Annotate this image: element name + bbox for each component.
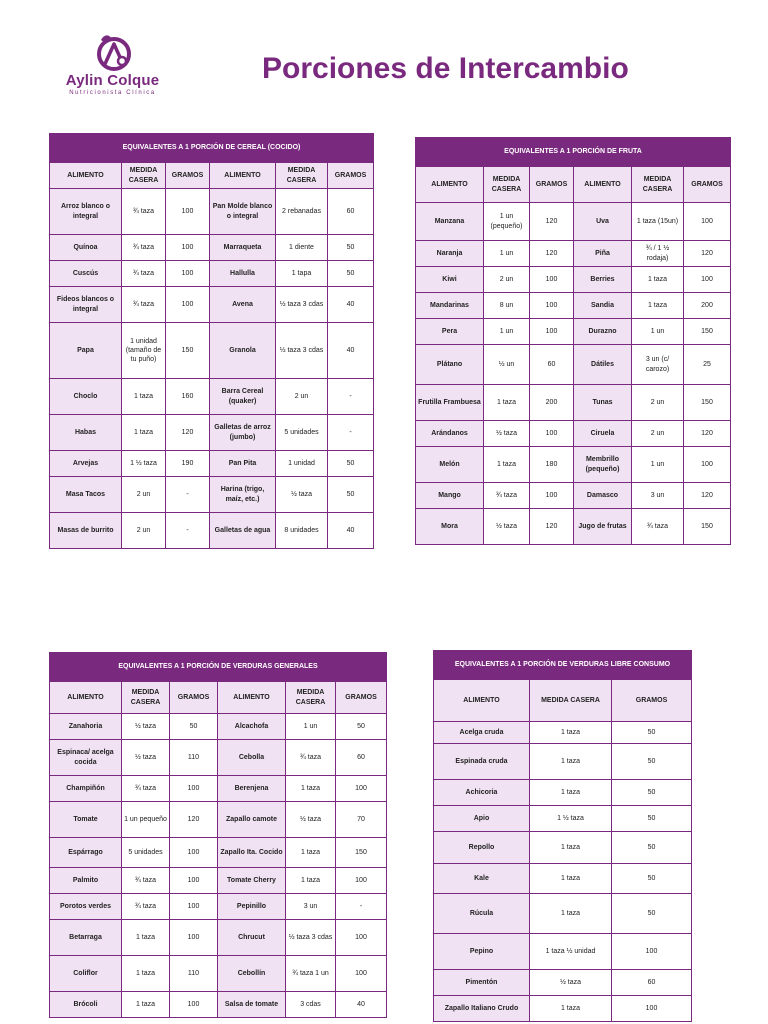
grams-cell: 50 [612, 894, 692, 934]
household-measure-cell: 1 taza [122, 379, 166, 415]
food-name-cell: Espárrago [50, 838, 122, 868]
brand-name: Aylin Colque [65, 72, 160, 89]
household-measure-cell: ¾ taza [484, 483, 530, 509]
grams-cell: - [166, 477, 210, 513]
grams-cell: 100 [166, 261, 210, 287]
table-row [50, 776, 387, 802]
grams-cell: 50 [328, 261, 374, 287]
table-row [416, 241, 731, 267]
household-measure-cell: ½ taza 3 cdas [276, 323, 328, 379]
grams-cell: 120 [684, 483, 731, 509]
food-name-cell: Berenjena [218, 776, 286, 802]
table-row [50, 802, 387, 838]
table-row [50, 868, 387, 894]
food-name-cell: Zapallo camote [218, 802, 286, 838]
household-measure-cell: 2 un [122, 513, 166, 549]
column-header: MEDIDA CASERA [122, 163, 166, 189]
grams-cell: 190 [166, 451, 210, 477]
grams-cell: 150 [336, 838, 387, 868]
food-name-cell: Pepino [434, 934, 530, 970]
grams-cell: 60 [530, 345, 574, 385]
grams-cell: 40 [336, 992, 387, 1018]
column-header: ALIMENTO [50, 682, 122, 714]
food-name-cell: Alcachofa [218, 714, 286, 740]
food-name-cell: Ciruela [574, 421, 632, 447]
household-measure-cell: ½ un [484, 345, 530, 385]
table-row [50, 235, 374, 261]
household-measure-cell: 1 taza [632, 293, 684, 319]
household-measure-cell: 8 un [484, 293, 530, 319]
table-row [416, 345, 731, 385]
table-row [416, 421, 731, 447]
household-measure-cell: 1 taza [484, 385, 530, 421]
free-vegetables-table [433, 650, 692, 1022]
household-measure-cell: 5 unidades [276, 415, 328, 451]
general-vegetables-caption: EQUIVALENTES A 1 PORCIÓN DE VERDURAS GENERALES [50, 653, 387, 682]
grams-cell: 100 [530, 267, 574, 293]
food-name-cell: Arroz blanco o integral [50, 189, 122, 235]
grams-cell: 50 [170, 714, 218, 740]
fruit-table [415, 137, 731, 545]
household-measure-cell: 1 taza [286, 776, 336, 802]
food-name-cell: Galletas de arroz (jumbo) [210, 415, 276, 451]
grams-cell: 100 [530, 483, 574, 509]
household-measure-cell: 1 taza [122, 415, 166, 451]
page-title: Porciones de Intercambio [262, 52, 629, 85]
household-measure-cell: 1 un [484, 241, 530, 267]
table-row [50, 992, 387, 1018]
grams-cell: - [328, 415, 374, 451]
grams-cell: 100 [170, 920, 218, 956]
household-measure-cell: 1 taza [530, 832, 612, 864]
table-row [50, 415, 374, 451]
household-measure-cell: ¾ taza [122, 894, 170, 920]
general-vegetables-table [49, 652, 387, 1018]
column-header: MEDIDA CASERA [286, 682, 336, 714]
grams-cell: 50 [328, 235, 374, 261]
column-header: ALIMENTO [416, 167, 484, 203]
food-name-cell: Acelga cruda [434, 722, 530, 744]
food-name-cell: Pan Pita [210, 451, 276, 477]
food-name-cell: Zanahoria [50, 714, 122, 740]
household-measure-cell: 2 un [276, 379, 328, 415]
food-name-cell: Espinaca/ acelga cocida [50, 740, 122, 776]
food-name-cell: Dátiles [574, 345, 632, 385]
table-row [434, 722, 692, 744]
grams-cell: - [166, 513, 210, 549]
food-name-cell: Porotos verdes [50, 894, 122, 920]
fruit-table-caption: EQUIVALENTES A 1 PORCIÓN DE FRUTA [416, 138, 731, 167]
table-row [434, 744, 692, 780]
grams-cell: 50 [336, 714, 387, 740]
food-name-cell: Uva [574, 203, 632, 241]
food-name-cell: Mora [416, 509, 484, 545]
food-name-cell: Melón [416, 447, 484, 483]
food-name-cell: Coliflor [50, 956, 122, 992]
food-name-cell: Achicoria [434, 780, 530, 806]
household-measure-cell: ¾ taza [122, 868, 170, 894]
column-header: ALIMENTO [434, 680, 530, 722]
food-name-cell: Zapallo Italiano Crudo [434, 996, 530, 1022]
grams-cell: 50 [612, 780, 692, 806]
grams-cell: 100 [166, 287, 210, 323]
household-measure-cell: 1 ½ taza [530, 806, 612, 832]
food-name-cell: Berries [574, 267, 632, 293]
table-row [416, 483, 731, 509]
food-name-cell: Repollo [434, 832, 530, 864]
household-measure-cell: 1 taza [632, 267, 684, 293]
table-row [50, 714, 387, 740]
table-row [416, 267, 731, 293]
column-header: MEDIDA CASERA [632, 167, 684, 203]
grams-cell: 50 [612, 864, 692, 894]
column-header: GRAMOS [328, 163, 374, 189]
food-name-cell: Tunas [574, 385, 632, 421]
household-measure-cell: 1 taza [530, 722, 612, 744]
grams-cell: 50 [612, 806, 692, 832]
food-name-cell: Mandarinas [416, 293, 484, 319]
household-measure-cell: ½ taza [122, 714, 170, 740]
table-row [50, 740, 387, 776]
food-name-cell: Kiwi [416, 267, 484, 293]
food-name-cell: Tomate [50, 802, 122, 838]
table-row [434, 806, 692, 832]
food-name-cell: Pan Molde blanco o integral [210, 189, 276, 235]
food-name-cell: Brócoli [50, 992, 122, 1018]
food-name-cell: Galletas de agua [210, 513, 276, 549]
grams-cell: 120 [684, 421, 731, 447]
table-row [50, 189, 374, 235]
household-measure-cell: 5 unidades [122, 838, 170, 868]
table-row [434, 894, 692, 934]
free-vegetables-caption: EQUIVALENTES A 1 PORCIÓN DE VERDURAS LIBRE CONSUMO [434, 651, 692, 680]
food-name-cell: Chrucut [218, 920, 286, 956]
grams-cell: 100 [530, 421, 574, 447]
food-name-cell: Masas de burrito [50, 513, 122, 549]
household-measure-cell: 1 taza [122, 956, 170, 992]
household-measure-cell: 1 un [286, 714, 336, 740]
food-name-cell: Manzana [416, 203, 484, 241]
grams-cell: 100 [336, 956, 387, 992]
column-header: MEDIDA CASERA [276, 163, 328, 189]
household-measure-cell: 2 rebanadas [276, 189, 328, 235]
column-header: ALIMENTO [50, 163, 122, 189]
household-measure-cell: 1 taza [286, 838, 336, 868]
food-name-cell: Naranja [416, 241, 484, 267]
food-name-cell: Piña [574, 241, 632, 267]
household-measure-cell: 1 taza [530, 864, 612, 894]
food-name-cell: Barra Cereal (quaker) [210, 379, 276, 415]
household-measure-cell: 3 un [632, 483, 684, 509]
table-row [416, 203, 731, 241]
grams-cell: 40 [328, 513, 374, 549]
food-name-cell: Fideos blancos o integral [50, 287, 122, 323]
food-name-cell: Pera [416, 319, 484, 345]
table-row [50, 261, 374, 287]
household-measure-cell: 1 taza [286, 868, 336, 894]
grams-cell: 150 [684, 509, 731, 545]
food-name-cell: Arándanos [416, 421, 484, 447]
household-measure-cell: 1 un [484, 319, 530, 345]
food-name-cell: Kale [434, 864, 530, 894]
column-header: GRAMOS [530, 167, 574, 203]
food-name-cell: Plátano [416, 345, 484, 385]
grams-cell: 110 [170, 956, 218, 992]
food-name-cell: Arvejas [50, 451, 122, 477]
column-header: GRAMOS [336, 682, 387, 714]
grams-cell: 60 [328, 189, 374, 235]
grams-cell: 150 [684, 319, 731, 345]
table-row [416, 385, 731, 421]
column-header: MEDIDA CASERA [484, 167, 530, 203]
household-measure-cell: ¾ taza 1 un [286, 956, 336, 992]
food-name-cell: Quínoa [50, 235, 122, 261]
food-name-cell: Champiñón [50, 776, 122, 802]
grams-cell: 100 [684, 203, 731, 241]
grams-cell: 40 [328, 323, 374, 379]
column-header: MEDIDA CASERA [530, 680, 612, 722]
grams-cell: 100 [530, 319, 574, 345]
household-measure-cell: 2 un [632, 385, 684, 421]
household-measure-cell: 1 un pequeño [122, 802, 170, 838]
logo-mark-icon [91, 32, 135, 72]
grams-cell: 120 [530, 241, 574, 267]
food-name-cell: Salsa de tomate [218, 992, 286, 1018]
cereal-table-caption: EQUIVALENTES A 1 PORCIÓN DE CEREAL (COCIDO) [50, 134, 374, 163]
food-name-cell: Cebolla [218, 740, 286, 776]
food-name-cell: Betarraga [50, 920, 122, 956]
grams-cell: 180 [530, 447, 574, 483]
household-measure-cell: 2 un [632, 421, 684, 447]
grams-cell: 160 [166, 379, 210, 415]
food-name-cell: Jugo de frutas [574, 509, 632, 545]
household-measure-cell: 1 taza [530, 894, 612, 934]
household-measure-cell: 2 un [484, 267, 530, 293]
food-name-cell: Tomate Cherry [218, 868, 286, 894]
food-name-cell: Marraqueta [210, 235, 276, 261]
grams-cell: 100 [170, 776, 218, 802]
household-measure-cell: 1 taza [484, 447, 530, 483]
grams-cell: 200 [530, 385, 574, 421]
household-measure-cell: ½ taza [484, 509, 530, 545]
table-row [434, 780, 692, 806]
food-name-cell: Habas [50, 415, 122, 451]
food-name-cell: Masa Tacos [50, 477, 122, 513]
column-header: ALIMENTO [218, 682, 286, 714]
household-measure-cell: 3 cdas [286, 992, 336, 1018]
table-row [416, 509, 731, 545]
household-measure-cell: 1 tapa [276, 261, 328, 287]
table-row [50, 379, 374, 415]
household-measure-cell: 8 unidades [276, 513, 328, 549]
table-row [50, 513, 374, 549]
cereal-table [49, 133, 374, 549]
food-name-cell: Cuscús [50, 261, 122, 287]
food-name-cell: Apio [434, 806, 530, 832]
grams-cell: 100 [530, 293, 574, 319]
column-header: MEDIDA CASERA [122, 682, 170, 714]
household-measure-cell: 1 taza [530, 780, 612, 806]
food-name-cell: Mango [416, 483, 484, 509]
table-row [434, 996, 692, 1022]
food-name-cell: Cebollín [218, 956, 286, 992]
grams-cell: - [336, 894, 387, 920]
column-header: GRAMOS [612, 680, 692, 722]
table-row [50, 894, 387, 920]
grams-cell: 25 [684, 345, 731, 385]
food-name-cell: Granola [210, 323, 276, 379]
food-name-cell: Damasco [574, 483, 632, 509]
grams-cell: 150 [684, 385, 731, 421]
table-row [434, 934, 692, 970]
table-row [416, 293, 731, 319]
grams-cell: 40 [328, 287, 374, 323]
food-name-cell: Zapallo Ita. Cocido [218, 838, 286, 868]
household-measure-cell: 1 un (pequeño) [484, 203, 530, 241]
grams-cell: 100 [170, 868, 218, 894]
household-measure-cell: ¾ taza [122, 776, 170, 802]
grams-cell: 200 [684, 293, 731, 319]
grams-cell: 120 [166, 415, 210, 451]
table-row [50, 451, 374, 477]
food-name-cell: Durazno [574, 319, 632, 345]
household-measure-cell: 1 diente [276, 235, 328, 261]
household-measure-cell: 1 taza ½ unidad [530, 934, 612, 970]
household-measure-cell: 2 un [122, 477, 166, 513]
household-measure-cell: ¾ taza [632, 509, 684, 545]
household-measure-cell: 1 un [632, 319, 684, 345]
table-row [50, 477, 374, 513]
household-measure-cell: ½ taza [484, 421, 530, 447]
household-measure-cell: 1 unidad (tamaño de tu puño) [122, 323, 166, 379]
table-row [434, 864, 692, 894]
grams-cell: 100 [336, 868, 387, 894]
household-measure-cell: 1 taza (15un) [632, 203, 684, 241]
household-measure-cell: ¾ taza [122, 287, 166, 323]
grams-cell: 100 [170, 894, 218, 920]
grams-cell: 50 [328, 477, 374, 513]
household-measure-cell: ½ taza [276, 477, 328, 513]
table-row [50, 323, 374, 379]
grams-cell: 100 [166, 235, 210, 261]
household-measure-cell: ¾ taza [286, 740, 336, 776]
column-header: ALIMENTO [574, 167, 632, 203]
grams-cell: 50 [328, 451, 374, 477]
grams-cell: 50 [612, 744, 692, 780]
grams-cell: 100 [170, 838, 218, 868]
grams-cell: 100 [166, 189, 210, 235]
food-name-cell: Membrillo (pequeño) [574, 447, 632, 483]
grams-cell: 70 [336, 802, 387, 838]
household-measure-cell: ½ taza [286, 802, 336, 838]
food-name-cell: Palmito [50, 868, 122, 894]
table-row [416, 319, 731, 345]
food-name-cell: Espinada cruda [434, 744, 530, 780]
food-name-cell: Papa [50, 323, 122, 379]
household-measure-cell: ½ taza [122, 740, 170, 776]
grams-cell: 150 [166, 323, 210, 379]
food-name-cell: Choclo [50, 379, 122, 415]
household-measure-cell: 1 ½ taza [122, 451, 166, 477]
table-row [50, 956, 387, 992]
household-measure-cell: 1 taza [122, 920, 170, 956]
food-name-cell: Pimentón [434, 970, 530, 996]
table-row [50, 287, 374, 323]
grams-cell: 120 [530, 203, 574, 241]
brand-logo [60, 32, 165, 104]
household-measure-cell: ¾ taza [122, 235, 166, 261]
food-name-cell: Hallulla [210, 261, 276, 287]
grams-cell: 120 [530, 509, 574, 545]
grams-cell: 100 [336, 776, 387, 802]
table-row [50, 920, 387, 956]
grams-cell: 100 [170, 992, 218, 1018]
household-measure-cell: ½ taza [530, 970, 612, 996]
column-header: GRAMOS [684, 167, 731, 203]
grams-cell: 60 [336, 740, 387, 776]
food-name-cell: Rúcula [434, 894, 530, 934]
food-name-cell: Pepinillo [218, 894, 286, 920]
grams-cell: 60 [612, 970, 692, 996]
grams-cell: 100 [612, 996, 692, 1022]
table-row [50, 838, 387, 868]
brand-subtitle: Nutricionista Clínica [69, 90, 156, 96]
grams-cell: 100 [684, 267, 731, 293]
household-measure-cell: 1 taza [530, 744, 612, 780]
grams-cell: 50 [612, 832, 692, 864]
column-header: GRAMOS [166, 163, 210, 189]
food-name-cell: Frutilla Frambuesa [416, 385, 484, 421]
grams-cell: 100 [612, 934, 692, 970]
table-row [434, 970, 692, 996]
household-measure-cell: 1 taza [530, 996, 612, 1022]
grams-cell: 120 [170, 802, 218, 838]
grams-cell: 50 [612, 722, 692, 744]
grams-cell: 100 [336, 920, 387, 956]
household-measure-cell: ¾ / 1 ½ rodaja) [632, 241, 684, 267]
grams-cell: 100 [684, 447, 731, 483]
grams-cell: 110 [170, 740, 218, 776]
food-name-cell: Sandia [574, 293, 632, 319]
table-row [416, 447, 731, 483]
household-measure-cell: ½ taza 3 cdas [286, 920, 336, 956]
household-measure-cell: 3 un (c/ carozo) [632, 345, 684, 385]
column-header: ALIMENTO [210, 163, 276, 189]
household-measure-cell: 3 un [286, 894, 336, 920]
grams-cell: - [328, 379, 374, 415]
household-measure-cell: ½ taza 3 cdas [276, 287, 328, 323]
column-header: GRAMOS [170, 682, 218, 714]
household-measure-cell: ¾ taza [122, 261, 166, 287]
food-name-cell: Avena [210, 287, 276, 323]
table-row [434, 832, 692, 864]
household-measure-cell: 1 un [632, 447, 684, 483]
grams-cell: 120 [684, 241, 731, 267]
household-measure-cell: ¾ taza [122, 189, 166, 235]
household-measure-cell: 1 unidad [276, 451, 328, 477]
food-name-cell: Harina (trigo, maíz, etc.) [210, 477, 276, 513]
household-measure-cell: 1 taza [122, 992, 170, 1018]
